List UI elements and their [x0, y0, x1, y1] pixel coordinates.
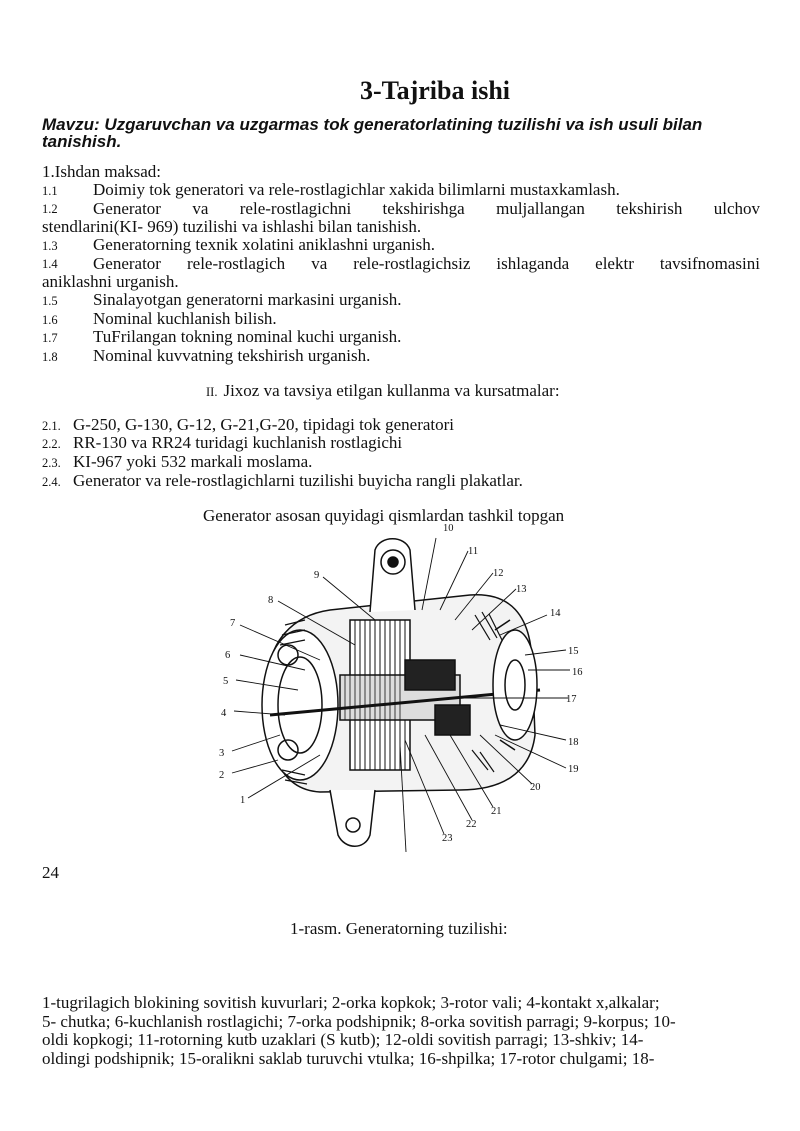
figure-label-20: 20 — [530, 782, 541, 793]
figure-label-13: 13 — [516, 584, 527, 595]
item-number: 2.1. — [42, 419, 61, 433]
item-number: 1.6 — [42, 313, 58, 327]
figure-label-4: 4 — [221, 708, 227, 719]
item-text: Generator va rele-rostlagichlarni tuzilishi buyicha rangli plakatlar. — [73, 471, 523, 490]
item-number: 1.4 — [42, 257, 58, 271]
figure-label-14: 14 — [550, 608, 561, 619]
figure-label-15: 15 — [568, 646, 579, 657]
purpose-heading: 1.Ishdan maksad: — [42, 162, 161, 181]
figure-label-6: 6 — [225, 650, 231, 661]
item-text: G-250, G-130, G-12, G-21,G-20, tipidagi tok generatori — [73, 415, 455, 434]
item-number: 1.5 — [42, 294, 58, 308]
figure-label-23: 23 — [442, 833, 453, 844]
item-text: Generatorning texnik xolatini aniklashni urganish. — [93, 235, 435, 254]
figure-label-2: 2 — [219, 770, 225, 781]
figure-label-16: 16 — [572, 667, 583, 678]
figure-label-9: 9 — [314, 570, 320, 581]
item-text: Doimiy tok generatori va rele-rostlagichlar xakida bilimlarni mustaxkamlash. — [93, 180, 620, 199]
figure-label-17: 17 — [566, 694, 577, 705]
item-number: 2.3. — [42, 456, 61, 470]
equipment-item — [42, 472, 523, 491]
item-text-continued: stendlarini(KI- 969) tuzilishi va ishlashi bilan tanishish. — [42, 217, 422, 236]
purpose-item — [42, 347, 370, 366]
item-text: Nominal kuchlanish bilish. — [93, 309, 277, 328]
item-number: 2.2. — [42, 437, 61, 451]
purpose-item — [42, 181, 620, 200]
item-number: 1.1 — [42, 184, 58, 198]
page-title: 3-Tajriba ishi — [359, 76, 511, 105]
item-number: 1.3 — [42, 239, 58, 253]
item-text: RR-130 va RR24 turidagi kuchlanish rostlagichi — [73, 433, 403, 452]
item-number: 1.8 — [42, 350, 58, 364]
topic: Mavzu: Uzgaruvchan va uzgarmas tok generatorlatining tuzilishi va ish usuli bilan tanishish. — [42, 115, 703, 151]
figure-label-11: 11 — [468, 546, 479, 557]
figure-label-7: 7 — [230, 618, 236, 629]
figure-label-8: 8 — [268, 595, 274, 606]
item-number: 2.4. — [42, 475, 61, 489]
figure-label-1: 1 — [240, 795, 246, 806]
purpose-item — [42, 255, 760, 291]
item-number: 1.2 — [42, 202, 58, 216]
item-text-continued: aniklashni urganish. — [42, 272, 179, 291]
figure-label-3: 3 — [219, 748, 225, 759]
page-number: 24 — [42, 863, 59, 882]
equipment-item — [42, 434, 402, 453]
legend-line: oldi kopkogi; 11-rotorning kutb uzaklari (S kutb); 12-oldi sovitish parragi; 13-shkiv; 14- — [42, 1030, 644, 1049]
legend-line: oldingi podshipnik; 15-oralikni saklab turuvchi vtulka; 16-shpilka; 17-rotor chulgami; 18- — [42, 1049, 655, 1068]
generator-diagram — [210, 520, 600, 860]
figure-label-10: 10 — [443, 523, 454, 534]
item-text: KI-967 yoki 532 markali moslama. — [73, 452, 313, 471]
purpose-item — [42, 236, 435, 255]
item-text: Generator va rele-rostlagichni tekshirishga muljallangan tekshirish ulchov — [93, 199, 760, 218]
item-text: Nominal kuvvatning tekshirish urganish. — [93, 346, 371, 365]
figure-label-12: 12 — [493, 568, 504, 579]
purpose-item — [42, 200, 760, 236]
figure-caption: 1-rasm. Generatorning tuzilishi: — [290, 919, 508, 938]
figure-label-5: 5 — [223, 676, 229, 687]
figure-label-19: 19 — [568, 764, 579, 775]
figure-label-21: 21 — [491, 806, 502, 817]
purpose-item — [42, 291, 401, 310]
section-number: II. — [206, 385, 218, 399]
figure-label-22: 22 — [466, 819, 477, 830]
item-text: Generator rele-rostlagich va rele-rostlagichsiz ishlaganda elektr tavsifnomasini — [93, 254, 760, 273]
item-text: TuFrilangan tokning nominal kuchi urganish. — [93, 327, 402, 346]
purpose-item — [42, 328, 401, 347]
section-title: Jixoz va tavsiya etilgan kullanma va kursatmalar: — [223, 381, 560, 400]
item-text: Sinalayotgan generatorni markasini urganish. — [93, 290, 402, 309]
parts-intro: Generator asosan quyidagi qismlardan tashkil topgan — [203, 506, 565, 525]
legend-line: 1-tugrilagich blokining sovitish kuvurlari; 2-orka kopkok; 3-rotor vali; 4-kontakt x,alkalar; — [42, 993, 660, 1012]
legend-line: 5- chutka; 6-kuchlanish rostlagichi; 7-orka podshipnik; 8-orka sovitish parragi; 9-korpus; 10- — [42, 1012, 676, 1031]
figure-label-18: 18 — [568, 737, 579, 748]
section-heading — [206, 382, 560, 401]
item-number: 1.7 — [42, 331, 58, 345]
equipment-item — [42, 453, 312, 472]
